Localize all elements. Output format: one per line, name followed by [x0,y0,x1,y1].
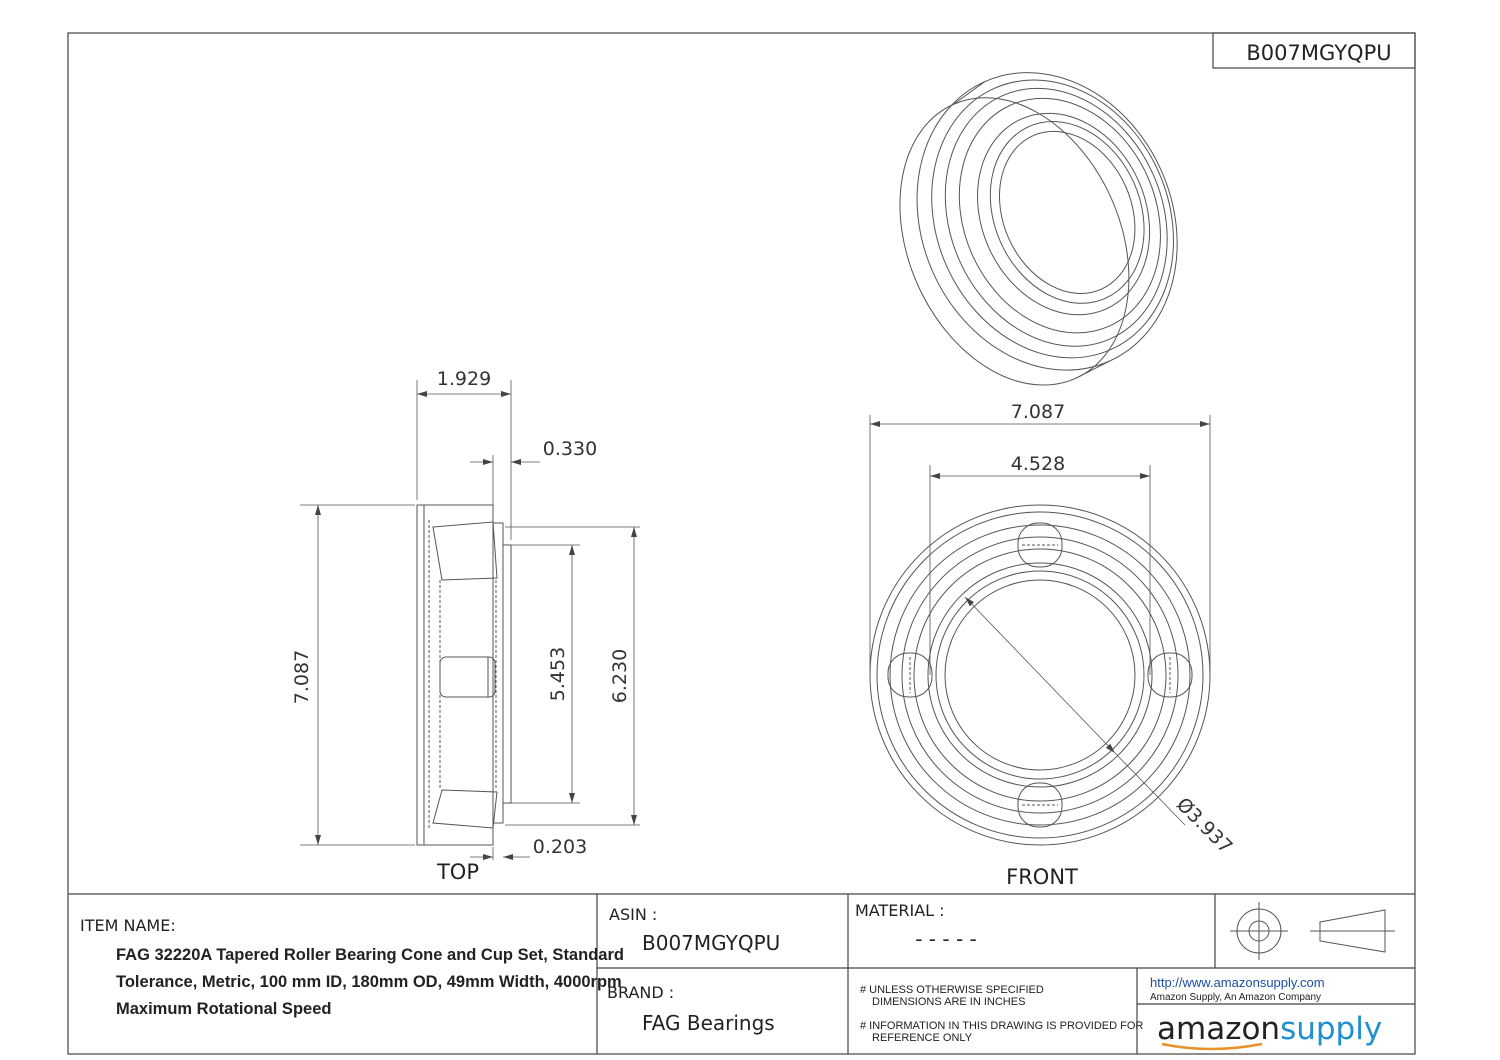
dim-top-width: 1.929 [436,368,492,390]
amazonsupply-url[interactable]: http://www.amazonsupply.com [1150,975,1325,990]
item-name-line-3: Maximum Rotational Speed [116,1000,332,1018]
asin-header-text: B007MGYQPU [1246,41,1392,65]
dim-front-od: 7.087 [1010,401,1066,423]
logo-amazon: amazon [1157,1011,1281,1047]
material-label: MATERIAL : [855,901,945,920]
roller-bottom [1018,783,1062,827]
company-text: Amazon Supply, An Amazon Company [1150,992,1322,1003]
front-view-label: FRONT [1006,865,1078,889]
drawing-border [68,33,1415,1054]
note-units-line-1: # UNLESS OTHERWISE SPECIFIED [860,984,1044,996]
amazonsupply-link[interactable] [1150,975,1325,990]
brand-label: BRAND : [607,983,675,1002]
logo-supply: supply [1280,1011,1383,1047]
material-value: - - - - - [915,927,977,951]
svg-text:amazonsupply [1157,1011,1382,1047]
roller-top [1018,523,1062,567]
dim-top-height: 7.087 [291,649,313,705]
dim-front-inner: 4.528 [1010,453,1066,475]
front-view-dimensions [870,415,1210,825]
note-reference-line-1: # INFORMATION IN THIS DRAWING IS PROVIDED FOR [860,1020,1144,1032]
dim-top-inner: 5.453 [547,646,569,702]
roller-right [1148,653,1192,697]
brand-value: FAG Bearings [642,1011,775,1035]
item-name-line-2: Tolerance, Metric, 100 mm ID, 180mm OD, 49mm Width, 4000rpm [116,973,622,991]
dim-top-bottom-lip: 0.203 [532,836,588,858]
dim-top-lip: 0.330 [542,438,598,460]
note-units-line-2: DIMENSIONS ARE IN INCHES [872,996,1026,1008]
item-name-line-1: FAG 32220A Tapered Roller Bearing Cone and Cup Set, Standard [116,946,624,964]
projection-symbol [1230,902,1395,960]
top-view [417,505,511,845]
roller-left [888,653,932,697]
amazonsupply-logo [1157,1011,1382,1049]
dim-top-mid: 6.230 [609,648,631,704]
dim-front-bore: Ø3.937 [1171,793,1237,859]
asin-header-box [1213,33,1415,68]
isometric-view [853,31,1224,422]
item-name-label: ITEM NAME: [80,916,176,935]
top-view-label: TOP [436,860,480,884]
asin-label: ASIN : [609,905,658,924]
asin-value: B007MGYQPU [642,931,781,955]
note-reference-line-2: REFERENCE ONLY [872,1032,973,1044]
